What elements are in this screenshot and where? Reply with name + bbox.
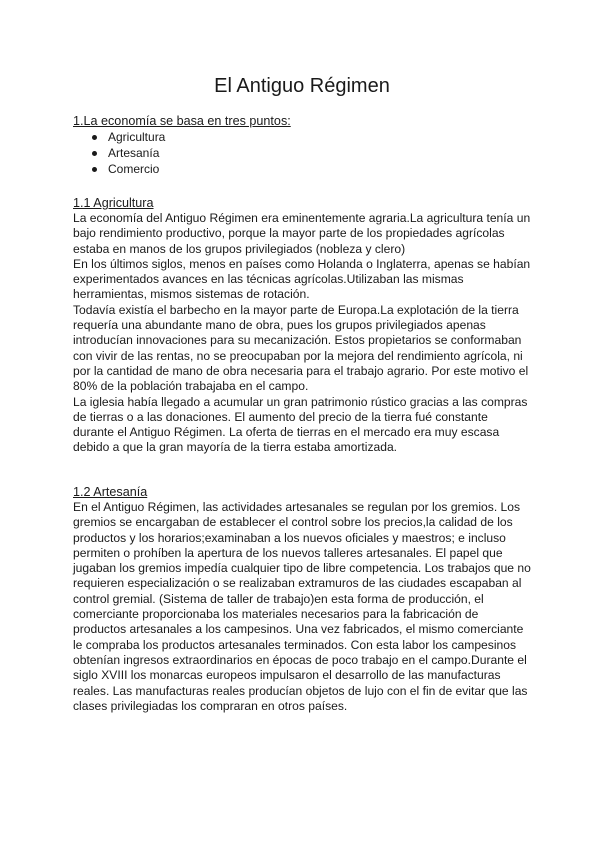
paragraph: Todavía existía el barbecho en la mayor parte de Europa.La explotación de la tierra requería una abundante mano de obra, pues los grupos privilegiados apenas introducían innovaciones para su mecanización. Estos propietarios se conformaban con vivir de las rentas, no se preocupaban por la mejora del rendimiento agrícola, ni por la cantidad de mano de obra necesaria para el trabajo agrario. Por este motivo el 80% de la población trabajaba en el campo. [73,302,529,394]
intro-heading: 1.La economía se basa en tres puntos: [73,114,291,128]
list-item: Comercio [73,161,165,177]
section-heading-agricultura: 1.1 Agricultura [73,196,154,210]
section-heading-artesania: 1.2 Artesanía [73,485,148,499]
document-title: El Antiguo Régimen [214,75,390,97]
list-item: Artesanía [73,145,165,161]
paragraph: En los últimos siglos, menos en países como Holanda o Inglaterra, apenas se habían experimentados avances en las técnicas agrícolas.Utilizaban las mismas herramientas, mismos sistemas de rotación. [73,256,531,302]
economy-points-list [73,129,165,177]
paragraph: En el Antiguo Régimen, las actividades artesanales se regulan por los gremios. Los gremios se encargaban de establecer el control sobre los precios,la calidad de los productos y los horarios;examinaban a los nuevos oficiales y maestros; e incluso permiten o prohíben la apertura de los nuevos talleres artesanales. El papel que jugaban los gremios impedía cualquier tipo de libre competencia. Los trabajos que no requieren especialización o se realizaban extramuros de las ciudades escapaban al control gremial. (Sistema de taller de trabajo)en esta forma de producción, el comerciante proporcionaba los materiales necesarios para la fabricación de productos artesanales a los campesinos. Una vez fabricados, el mismo comerciante le compraba los productos artesanales terminados. Con esta labor los campesinos obtenían ingresos extraordinarios en épocas de poco trabajo en el campo.Durante el siglo XVIII los monarcas europeos impulsaron el desarrollo de las manufacturas reales. Las manufacturas reales producían objetos de lujo con el fin de evitar que las clases privilegiadas los compraran en otros países. [73,500,531,713]
paragraph: La iglesia había llegado a acumular un gran patrimonio rústico gracias a las compras de tierras o a las donaciones. El aumento del precio de la tierra fué constante durante el Antiguo Régimen. La oferta de tierras en el mercado era muy escasa debido a que la gran mayoría de la tierra estaba amortizada. [73,394,528,455]
section-body-agricultura [73,211,531,456]
list-item: Agricultura [73,129,165,145]
paragraph: La economía del Antiguo Régimen era eminentemente agraria.La agricultura tenía un bajo rendimiento productivo, porque la mayor parte de los propiedades agrícolas estaba en manos de los grupos privilegiados (nobleza y clero) [73,211,531,256]
section-body-artesania [73,500,531,714]
